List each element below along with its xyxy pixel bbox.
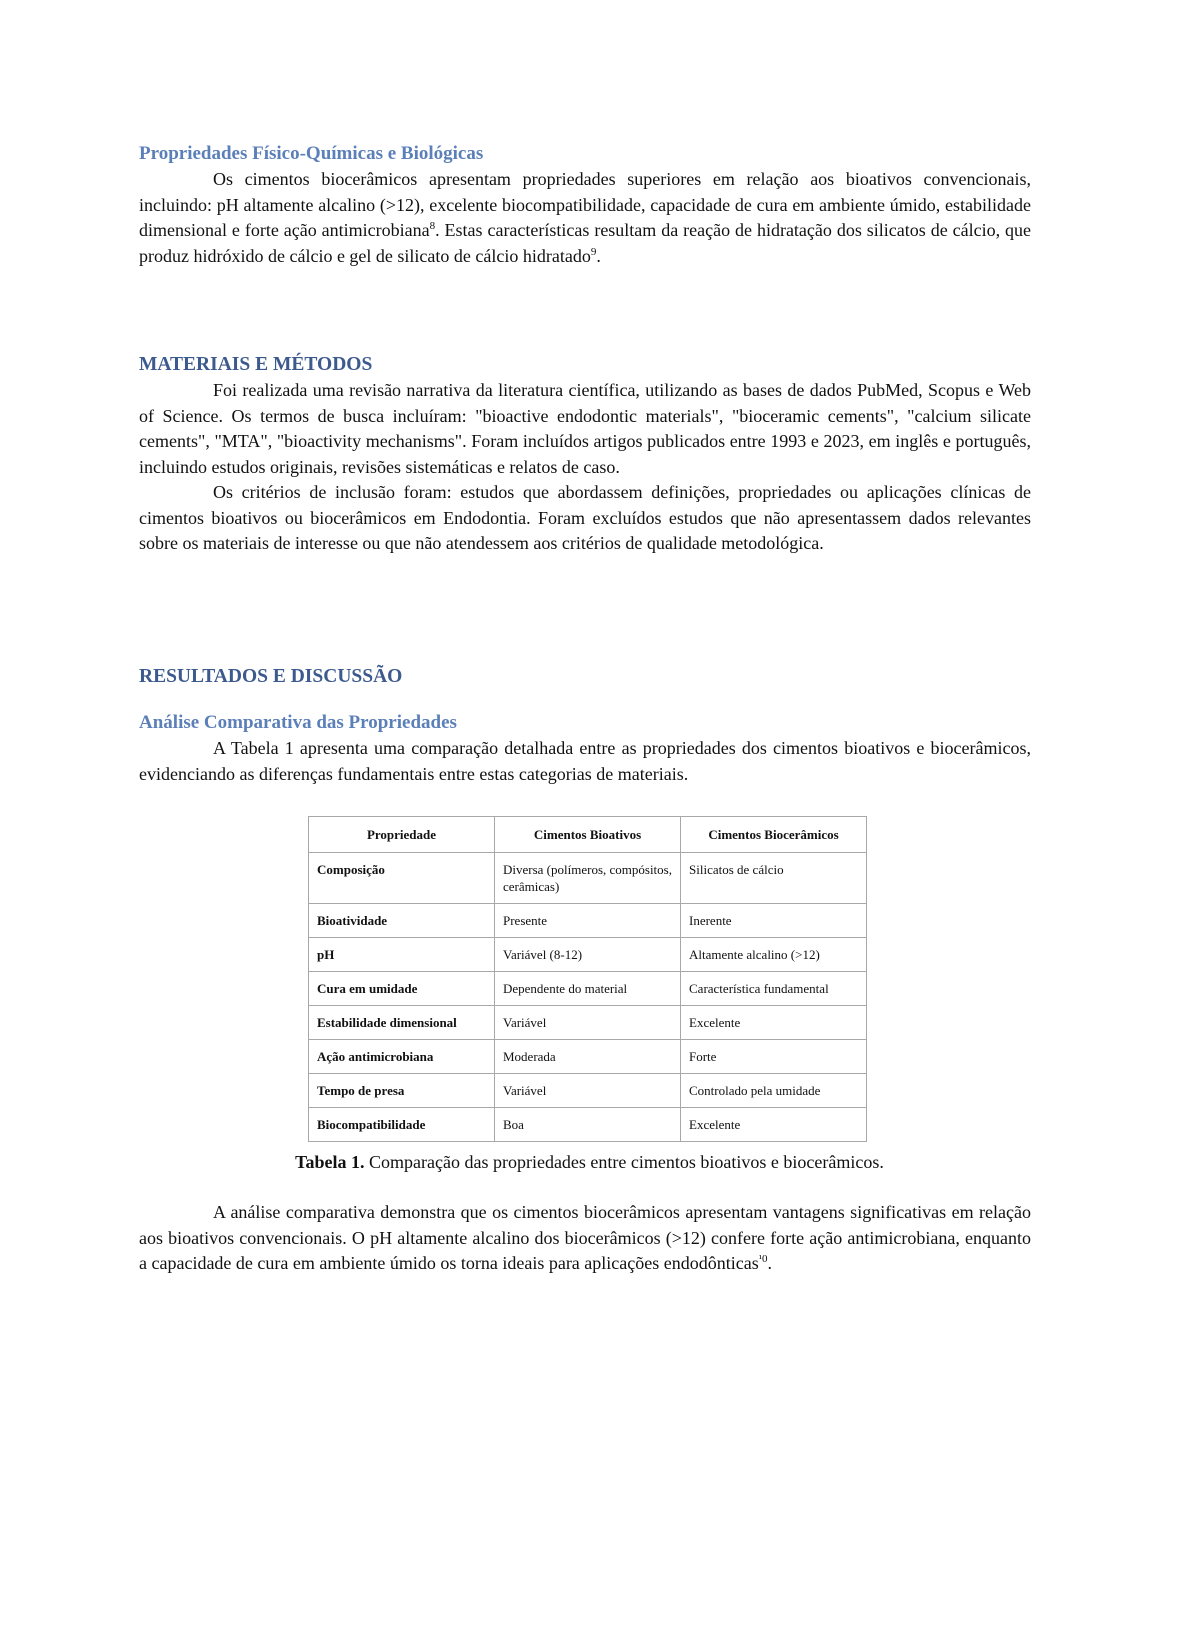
- section-results-discussion: [139, 1200, 1031, 1277]
- table-row: [309, 938, 867, 972]
- caption-label: Tabela 1.: [295, 1152, 365, 1172]
- citation: 8: [429, 220, 436, 232]
- bioactive-cell: Dependente do material: [495, 972, 681, 1006]
- property-cell: Tempo de presa: [309, 1074, 495, 1108]
- section-methods: [139, 352, 1031, 557]
- section-results: [139, 664, 1031, 787]
- bioceramic-cell: Altamente alcalino (>12): [681, 938, 867, 972]
- paragraph: [139, 1200, 1031, 1277]
- punctuation: .: [596, 245, 601, 266]
- column-header: Propriedade: [309, 817, 495, 853]
- bioactive-cell: Variável: [495, 1074, 681, 1108]
- property-cell: Biocompatibilidade: [309, 1108, 495, 1142]
- bioceramic-cell: Excelente: [681, 1108, 867, 1142]
- bioactive-cell: Moderada: [495, 1040, 681, 1074]
- subsection-heading: Análise Comparativa das Propriedades: [139, 712, 457, 733]
- property-cell: Bioatividade: [309, 904, 495, 938]
- citation: ¹0: [758, 1253, 768, 1265]
- table-row: [309, 1040, 867, 1074]
- paragraph-text: A análise comparativa demonstra que os cimentos biocerâmicos apresentam vantagens significativas em relação aos bioativos convencionais. O pH altamente alcalino dos biocerâmicos (>12) confere forte ação antimicrobiana, enquanto a capacidade de cura em ambiente úmido os torna ideais para aplicações endodônticas: [139, 1202, 1031, 1273]
- paragraph: Os critérios de inclusão foram: estudos que abordassem definições, propriedades ou aplicações clínicas de cimentos bioativos ou biocerâmicos em Endodontia. Foram excluídos estudos que não apresentassem dados relevantes sobre os materiais de interesse ou que não atendessem aos critérios de qualidade metodológica.: [139, 482, 1031, 553]
- section-heading: Propriedades Físico-Químicas e Biológicas: [139, 143, 484, 164]
- bioceramic-cell: Excelente: [681, 1006, 867, 1040]
- property-cell: Cura em umidade: [309, 972, 495, 1006]
- bioactive-cell: Variável: [495, 1006, 681, 1040]
- property-cell: Estabilidade dimensional: [309, 1006, 495, 1040]
- column-header: Cimentos Bioativos: [495, 817, 681, 853]
- table-row: [309, 853, 867, 904]
- bioactive-cell: Diversa (polímeros, compósitos, cerâmicas): [495, 853, 681, 904]
- bioactive-cell: Presente: [495, 904, 681, 938]
- property-cell: pH: [309, 938, 495, 972]
- property-cell: Ação antimicrobiana: [309, 1040, 495, 1074]
- bioactive-cell: Boa: [495, 1108, 681, 1142]
- paragraph: A Tabela 1 apresenta uma comparação detalhada entre as propriedades dos cimentos bioativos e biocerâmicos, evidenciando as diferenças fundamentais entre estas categorias de materiais.: [139, 738, 1031, 784]
- section-physico-chemical: [139, 141, 1031, 269]
- caption-text: Comparação das propriedades entre cimentos bioativos e biocerâmicos.: [364, 1152, 884, 1172]
- table-row: [309, 972, 867, 1006]
- section-heading: MATERIAIS E MÉTODOS: [139, 354, 373, 375]
- paragraph-text: . Estas características resultam da reação de hidratação dos silicatos de cálcio, que produz hidróxido de cálcio e gel de silicato de cálcio hidratado: [139, 220, 1031, 266]
- table-row: [309, 1108, 867, 1142]
- table-header-row: [309, 817, 867, 853]
- property-cell: Composição: [309, 853, 495, 904]
- punctuation: .: [767, 1253, 773, 1273]
- paragraph: [139, 167, 1031, 269]
- bioceramic-cell: Controlado pela umidade: [681, 1074, 867, 1108]
- table-row: [309, 1074, 867, 1108]
- column-header: Cimentos Biocerâmicos: [681, 817, 867, 853]
- table-caption: [0, 1150, 1179, 1174]
- paragraph-text: Os cimentos biocerâmicos apresentam propriedades superiores em relação aos bioativos convencionais, incluindo: pH altamente alcalino (>12), excelente biocompatibilidade, capacidade de cura em ambiente úmido, estabilidade dimensional e forte ação antimicrobiana: [139, 169, 1031, 240]
- comparison-table-wrapper: [308, 816, 867, 1142]
- bioceramic-cell: Característica fundamental: [681, 972, 867, 1006]
- bioceramic-cell: Inerente: [681, 904, 867, 938]
- bioceramic-cell: Forte: [681, 1040, 867, 1074]
- paragraph: Foi realizada uma revisão narrativa da literatura científica, utilizando as bases de dados PubMed, Scopus e Web of Science. Os termos de busca incluíram: "bioactive endodontic materials", "bioceramic cements", "calcium silicate cements", "MTA", "bioactivity mechanisms". Foram incluídos artigos publicados entre 1993 e 2023, em inglês e português, incluindo estudos originais, revisões sistemáticas e relatos de caso.: [139, 380, 1031, 477]
- bioceramic-cell: Silicatos de cálcio: [681, 853, 867, 904]
- citation: 9: [590, 245, 597, 258]
- comparison-table: [308, 816, 867, 1142]
- table-row: [309, 1006, 867, 1040]
- section-heading: RESULTADOS E DISCUSSÃO: [139, 666, 403, 687]
- table-row: [309, 904, 867, 938]
- bioactive-cell: Variável (8-12): [495, 938, 681, 972]
